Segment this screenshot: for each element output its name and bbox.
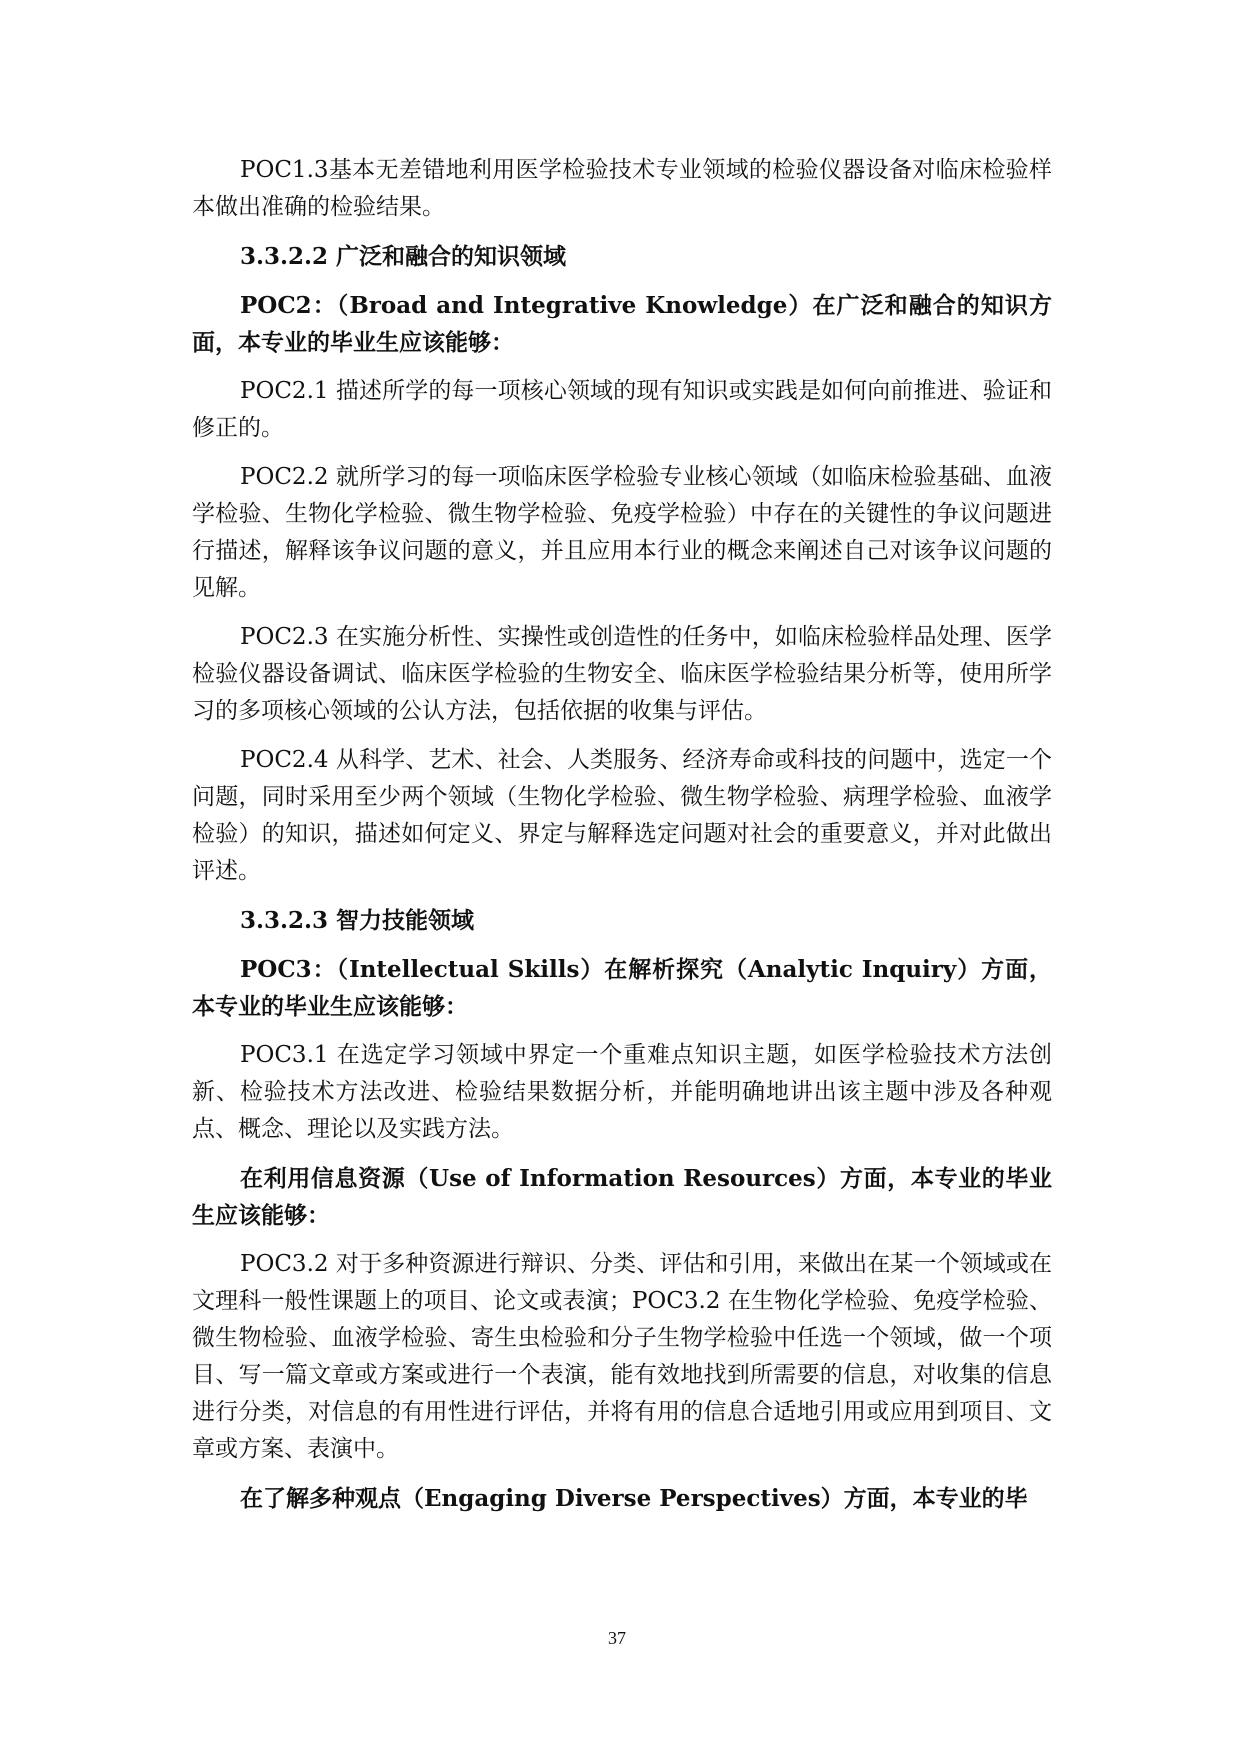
page-number: 37 <box>608 1628 626 1648</box>
paragraph-information-resources-intro: 在利用信息资源（Use of Information Resources）方面，本专业的毕业生应该能够： <box>192 1165 1052 1229</box>
paragraph-poc3-intro: POC3：（Intellectual Skills）在解析探究（Analytic Inquiry）方面，本专业的毕业生应该能够： <box>192 956 1052 1020</box>
paragraph-poc2-4: POC2.4 从科学、艺术、社会、人类服务、经济寿命或科技的问题中，选定一个问题，同时采用至少两个领域（生物化学检验、微生物学检验、病理学检验、血液学检验）的知识，描述如何定义、界定与解释选定问题对社会的重要意义，并对此做出评述。 <box>192 747 1052 884</box>
paragraph-poc2-1: POC2.1 描述所学的每一项核心领域的现有知识或实践是如何向前推进、验证和修正的。 <box>192 378 1052 441</box>
paragraph-poc2-2: POC2.2 就所学习的每一项临床医学检验专业核心领域（如临床检验基础、血液学检验、生物化学检验、微生物学检验、免疫学检验）中存在的关键性的争议问题进行描述，解释该争议问题的意义，并且应用本行业的概念来阐述自己对该争议问题的见解。 <box>192 464 1052 601</box>
section-heading-3-3-2-3: 3.3.2.3 智力技能领域 <box>240 907 475 934</box>
paragraph-poc2-intro: POC2：（Broad and Integrative Knowledge）在广泛和融合的知识方面，本专业的毕业生应该能够： <box>192 292 1052 356</box>
paragraph-diverse-perspectives-intro: 在了解多种观点（Engaging Diverse Perspectives）方面，本专业的毕 <box>240 1485 1028 1512</box>
section-heading-3-3-2-2: 3.3.2.2 广泛和融合的知识领域 <box>240 243 567 270</box>
paragraph-poc3-2: POC3.2 对于多种资源进行辩识、分类、评估和引用，来做出在某一个领域或在文理科一般性课题上的项目、论文或表演；POC3.2 在生物化学检验、免疫学检验、微生物检验、血液学检验、寄生虫检验和分子生物学检验中任选一个领域，做一个项目、写一篇文章或方案或进行一个表演，能有效地找到所需要的信息，对收集的信息进行分类，对信息的有用性进行评估，并将有用的信息合适地引用或应用到项目、文章或方案、表演中。 <box>192 1251 1052 1462</box>
document-body <box>192 152 1052 1529</box>
paragraph-poc1-3: POC1.3基本无差错地利用医学检验技术专业领域的检验仪器设备对临床检验样本做出准确的检验结果。 <box>192 157 1052 220</box>
paragraph-poc3-1: POC3.1 在选定学习领域中界定一个重难点知识主题，如医学检验技术方法创新、检验技术方法改进、检验结果数据分析，并能明确地讲出该主题中涉及各种观点、概念、理论以及实践方法。 <box>192 1042 1052 1142</box>
paragraph-poc2-3: POC2.3 在实施分析性、实操性或创造性的任务中，如临床检验样品处理、医学检验仪器设备调试、临床医学检验的生物安全、临床医学检验结果分析等，使用所学习的多项核心领域的公认方法，包括依据的收集与评估。 <box>192 624 1052 724</box>
